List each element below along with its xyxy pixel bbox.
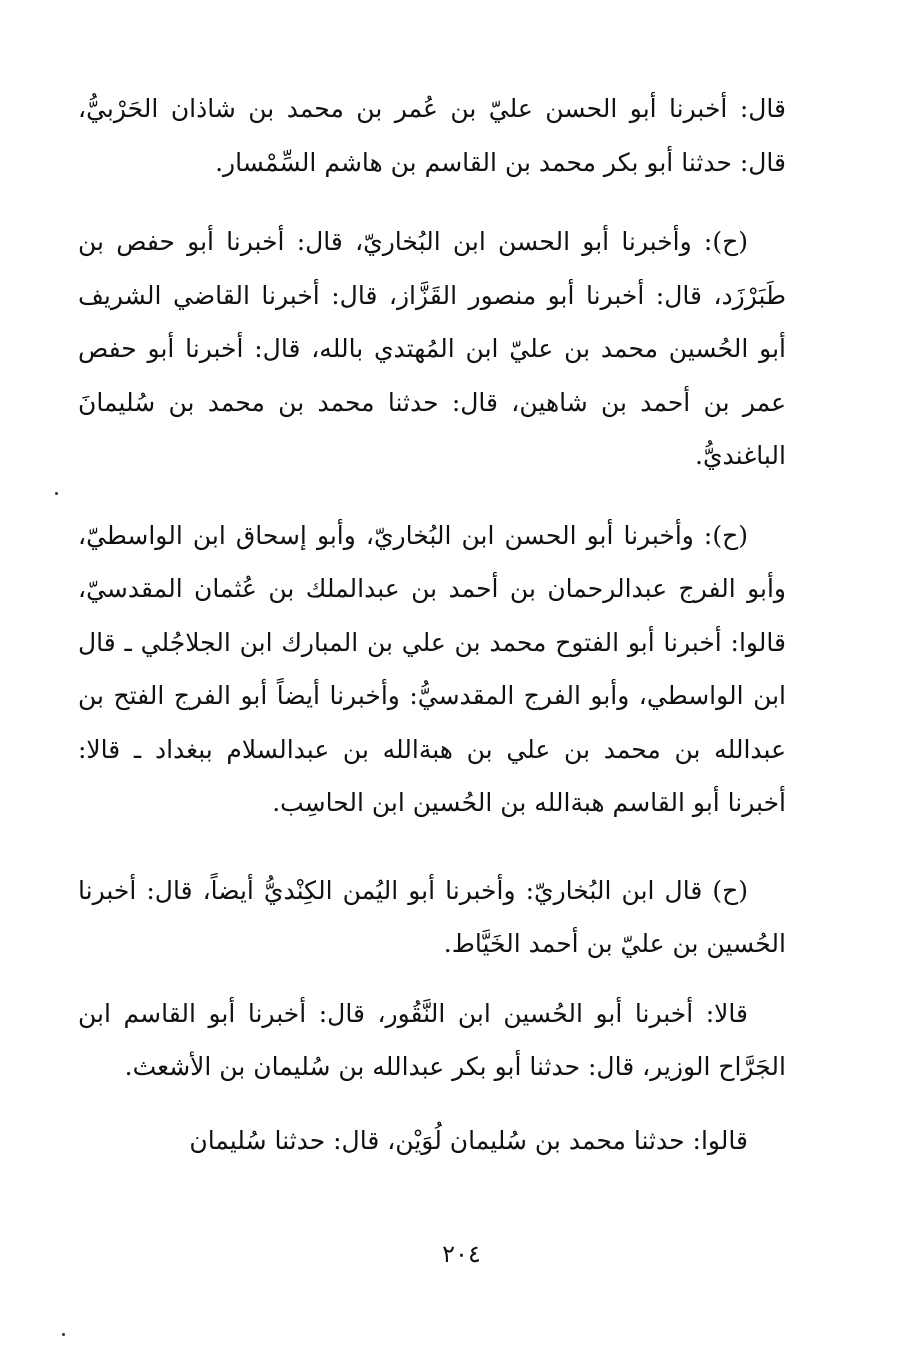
scan-speck xyxy=(62,1333,65,1336)
page-number: ٢٠٤ xyxy=(442,1240,481,1268)
paragraph-2: (ح): وأخبرنا أبو الحسن ابن البُخاريّ، قال: أخبرنا أبو حفص بن طَبَرْزَد، قال: أخبرنا أبو منصور القَزَّاز، قال: أخبرنا القاضي الشريف أبو الحُسين محمد بن عليّ ابن المُهتدي بالله، قال: أخبرنا أبو حفص عمر بن أحمد بن شاهين، قال: حدثنا محمد بن محمد بن سُليمانَ الباغنديُّ. xyxy=(78,227,786,470)
paragraph-5: قالا: أخبرنا أبو الحُسين ابن النَّقُور، قال: أخبرنا أبو القاسم ابن الجَرَّاح الوزير، قال: حدثنا أبو بكر عبدالله بن سُليمان بن الأشعث. xyxy=(78,998,786,1081)
paragraph-6: قالوا: حدثنا محمد بن سُليمان لُوَيْن، قال: حدثنا سُليمان xyxy=(189,1125,748,1155)
scan-speck xyxy=(55,492,58,495)
page-body xyxy=(78,82,786,1167)
paragraph-3: (ح): وأخبرنا أبو الحسن ابن البُخاريّ، وأبو إسحاق ابن الواسطيّ، وأبو الفرج عبدالرحمان بن أحمد بن عبدالملك بن عُثمان المقدسيّ، قالوا: أخبرنا أبو الفتوح محمد بن علي بن المبارك ابن الجلاجُلي ـ قال ابن الواسطي، وأبو الفرج المقدسيُّ: وأخبرنا أيضاً أبو الفرج الفتح بن عبدالله بن محمد بن علي بن هبةالله بن عبدالسلام ببغداد ـ قالا: أخبرنا أبو القاسم هبةالله بن الحُسين ابن الحاسِب. xyxy=(78,520,786,817)
paragraph-1: قال: أخبرنا أبو الحسن عليّ بن عُمر بن محمد بن شاذان الحَرْبيُّ، قال: حدثنا أبو بكر محمد بن القاسم بن هاشم السِّمْسار. xyxy=(78,94,786,177)
paragraph-4: (ح) قال ابن البُخاريّ: وأخبرنا أبو اليُمن الكِنْديُّ أيضاً، قال: أخبرنا الحُسين بن عليّ بن أحمد الخَيَّاط. xyxy=(78,875,786,958)
